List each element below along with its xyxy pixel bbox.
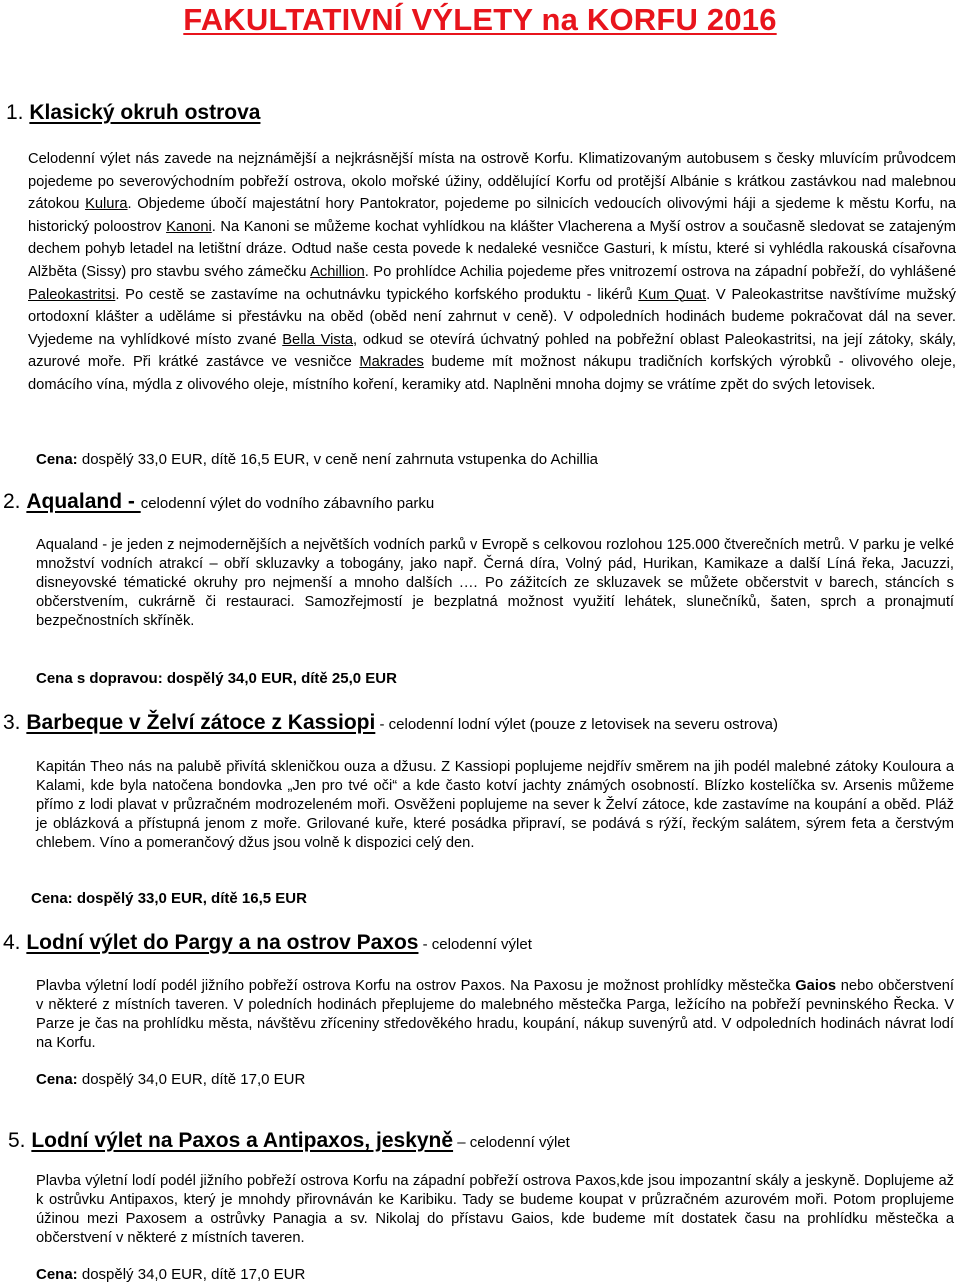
section-2-name: Aqualand - <box>26 490 141 513</box>
link-kanoni: Kanoni <box>166 218 212 235</box>
section-2-heading <box>3 490 960 514</box>
section-3-subtitle: - celodenní lodní výlet (pouze z letovisek na severu ostrova) <box>375 716 779 733</box>
section-3-name: Barbeque v Želví zátoce z Kassiopi <box>26 711 376 734</box>
section-4-price: Cena: dospělý 34,0 EUR, dítě 17,0 EUR <box>36 1071 306 1088</box>
section-3-heading <box>3 711 960 735</box>
section-1-description: Celodenní výlet nás zavede na nejznámější a nejkrásnější místa na ostrově Korfu. Klimatizovaným autobusem s česky mluvícím průvodcem pojedeme po severovýchodním pobřeží ostrova, okolo mořské úžiny, oddělující Korfu od protější Albánie s krátkou zastávkou nad malebnou zátokou Kulura. Objedeme úbočí majestátní hory Pantokrator, pojedeme po silnicích vedoucích olivovými háji a sjedeme k městu Korfu, na historický poloostrov Kanoni. Na Kanoni se můžeme kochat vyhlídkou na klášter Vlacherena a Myší ostrov a současně sledovat se zatajeným dechem pohyb letadel na letištní dráze. Odtud naše cesta povede k nedaleké vesničce Gasturi, k místu, které si vyhlédla rakouská císařovna Alžběta (Sissy) pro stavbu svého zámečku Achillion. Po prohlídce Achilia pojedeme přes vnitrozemí ostrova na západní pobřeží, do vyhlášené Paleokastritsi. Po cestě se zastavíme na ochutnávku typického korfského produktu - likérů Kum Quat. V Paleokastritse navštívíme mužský ortodoxní klášter a uděláme si přestávku na oběd (oběd není zahrnut v ceně). V odpoledních hodinách budeme pokračovat dál na sever. Vyjedeme na vyhlídkové místo zvané Bella Vista, odkud se otevírá úchvatný pohled na pobřežní oblast Paleokastritsi, na její zátoky, skály, azurové moře. Při krátké zastávce ve vesničce Makrades budeme mít možnost nákupu tradičních korfských výrobků - olivového oleje, domácího vína, mýdla z olivového oleje, místního koření, keramiky atd. Naplněni mnoha dojmy se vrátíme zpět do svých letovisek. <box>28 151 957 393</box>
section-1-name: Klasický okruh ostrova <box>29 101 261 124</box>
section-3-number: 3. <box>3 711 27 734</box>
section-3-price: Cena: dospělý 33,0 EUR, dítě 16,5 EUR <box>31 890 307 907</box>
link-bella-vista: Bella Vista <box>282 331 354 348</box>
section-1-heading <box>6 101 960 125</box>
section-4-name: Lodní výlet do Pargy a na ostrov Paxos <box>26 931 419 954</box>
section-2-price: Cena s dopravou: dospělý 34,0 EUR, dítě 25,0 EUR <box>36 670 397 687</box>
highlight-gaios: Gaios <box>795 978 837 994</box>
link-kulura: Kulura <box>85 196 128 213</box>
section-4-number: 4. <box>3 931 27 954</box>
section-2-description: Aqualand - je jeden z nejmodernějších a největších vodních parků v Evropě s celkovou rozlohou 125.000 čtverečních metrů. V parku je velké množství vodních atrakcí – obří skluzavky a tobogány, jako např. Černá díra, Volný pád, Hurikan, Kamikaze a další Líná řeka, Jacuzzi, disneyovské tématické okruhy pro nejmenší a mnoho dalších .… Po zážitcích ze skluzavek se můžete občerstvit v barech, stáncích s občerstvením, cukrárně či restauraci. Samozřejmostí je bezplatná možnost využití lehátek, slunečníků, šaten, sprch a pronajmutí bezpečnostních skříněk. <box>36 537 954 629</box>
section-2-number: 2. <box>3 490 27 513</box>
section-5-subtitle: – celodenní výlet <box>453 1134 570 1151</box>
link-makrades: Makrades <box>359 354 424 371</box>
section-1-number: 1. <box>6 101 30 124</box>
section-4-subtitle: - celodenní výlet <box>418 936 532 953</box>
section-1-price: Cena: dospělý 33,0 EUR, dítě 16,5 EUR, v ceně není zahrnuta vstupenka do Achillia <box>36 451 598 468</box>
link-achillion: Achillion <box>310 263 365 280</box>
section-5-name: Lodní výlet na Paxos a Antipaxos, jeskyně <box>31 1129 454 1152</box>
section-4-description: Plavba výletní lodí podél jižního pobřeží ostrova Korfu na ostrov Paxos. Na Paxosu je možnost prohlídky městečka Gaios nebo občerstvení v některé z místních taveren. V poledních hodinách přeplujeme do malebného městečka Parga, ležícího na pobřeží pevninského Řecka. V Parze je čas na prohlídku města, návštěvu zříceniny středověkého hradu, koupání, nákup suvenýrů atd. V odpoledních hodinách návrat lodí na Korfu. <box>36 978 954 1051</box>
section-5-number: 5. <box>8 1129 32 1152</box>
section-2-subtitle: celodenní výlet do vodního zábavního parku <box>140 495 435 512</box>
section-3-description: Kapitán Theo nás na palubě přivítá skleničkou ouza a džusu. Z Kassiopi poplujeme nejdřív směrem na jih podél malebné zátoky Kouloura a Kalami, kde byla natočena bondovka „Jen pro tvé oči“ a kde často kotví jachty známých osobností. Blízko kostelíčka sv. Arsenis můžeme přímo z lodi plavat v průzračném modrozeleném moři. Osvěženi poplujeme na sever k Želví zátoce, kde zastavíme na koupání a oběd. Pláž je oblázková a přístupná jenom z moře. Grilované kuře, které posádka připraví, se podává s rýží, řeckým salátem, sýrem feta a čerstvým chlebem. Víno a pomerančový džus jsou volně k dispozici celý den. <box>36 759 954 851</box>
section-4-heading <box>3 931 960 955</box>
section-5-price: Cena: dospělý 34,0 EUR, dítě 17,0 EUR <box>36 1266 306 1283</box>
section-5-heading <box>8 1129 960 1153</box>
link-paleokastritsi: Paleokastritsi <box>28 286 116 303</box>
page-title: FAKULTATIVNÍ VÝLETY na KORFU 2016 <box>183 2 777 37</box>
section-5-description: Plavba výletní lodí podél jižního pobřeží ostrova Korfu na západní pobřeží ostrova Paxos,kde jsou impozantní skály a jeskyně. Doplujeme až k ostrůvku Antipaxos, který je mnohdy přirovnáván ke Karibiku. Tady se budeme koupat v průzračném azurovém moři. Potom proplujeme úžinou mezi Paxosem a ostrůvky Panagia a sv. Nikolaj do přístavu Gaios, kde budeme mít dostatek času na prohlídku městečka a občerstvení v některé z místních taveren. <box>36 1173 954 1246</box>
link-kum-quat: Kum Quat <box>638 286 707 303</box>
